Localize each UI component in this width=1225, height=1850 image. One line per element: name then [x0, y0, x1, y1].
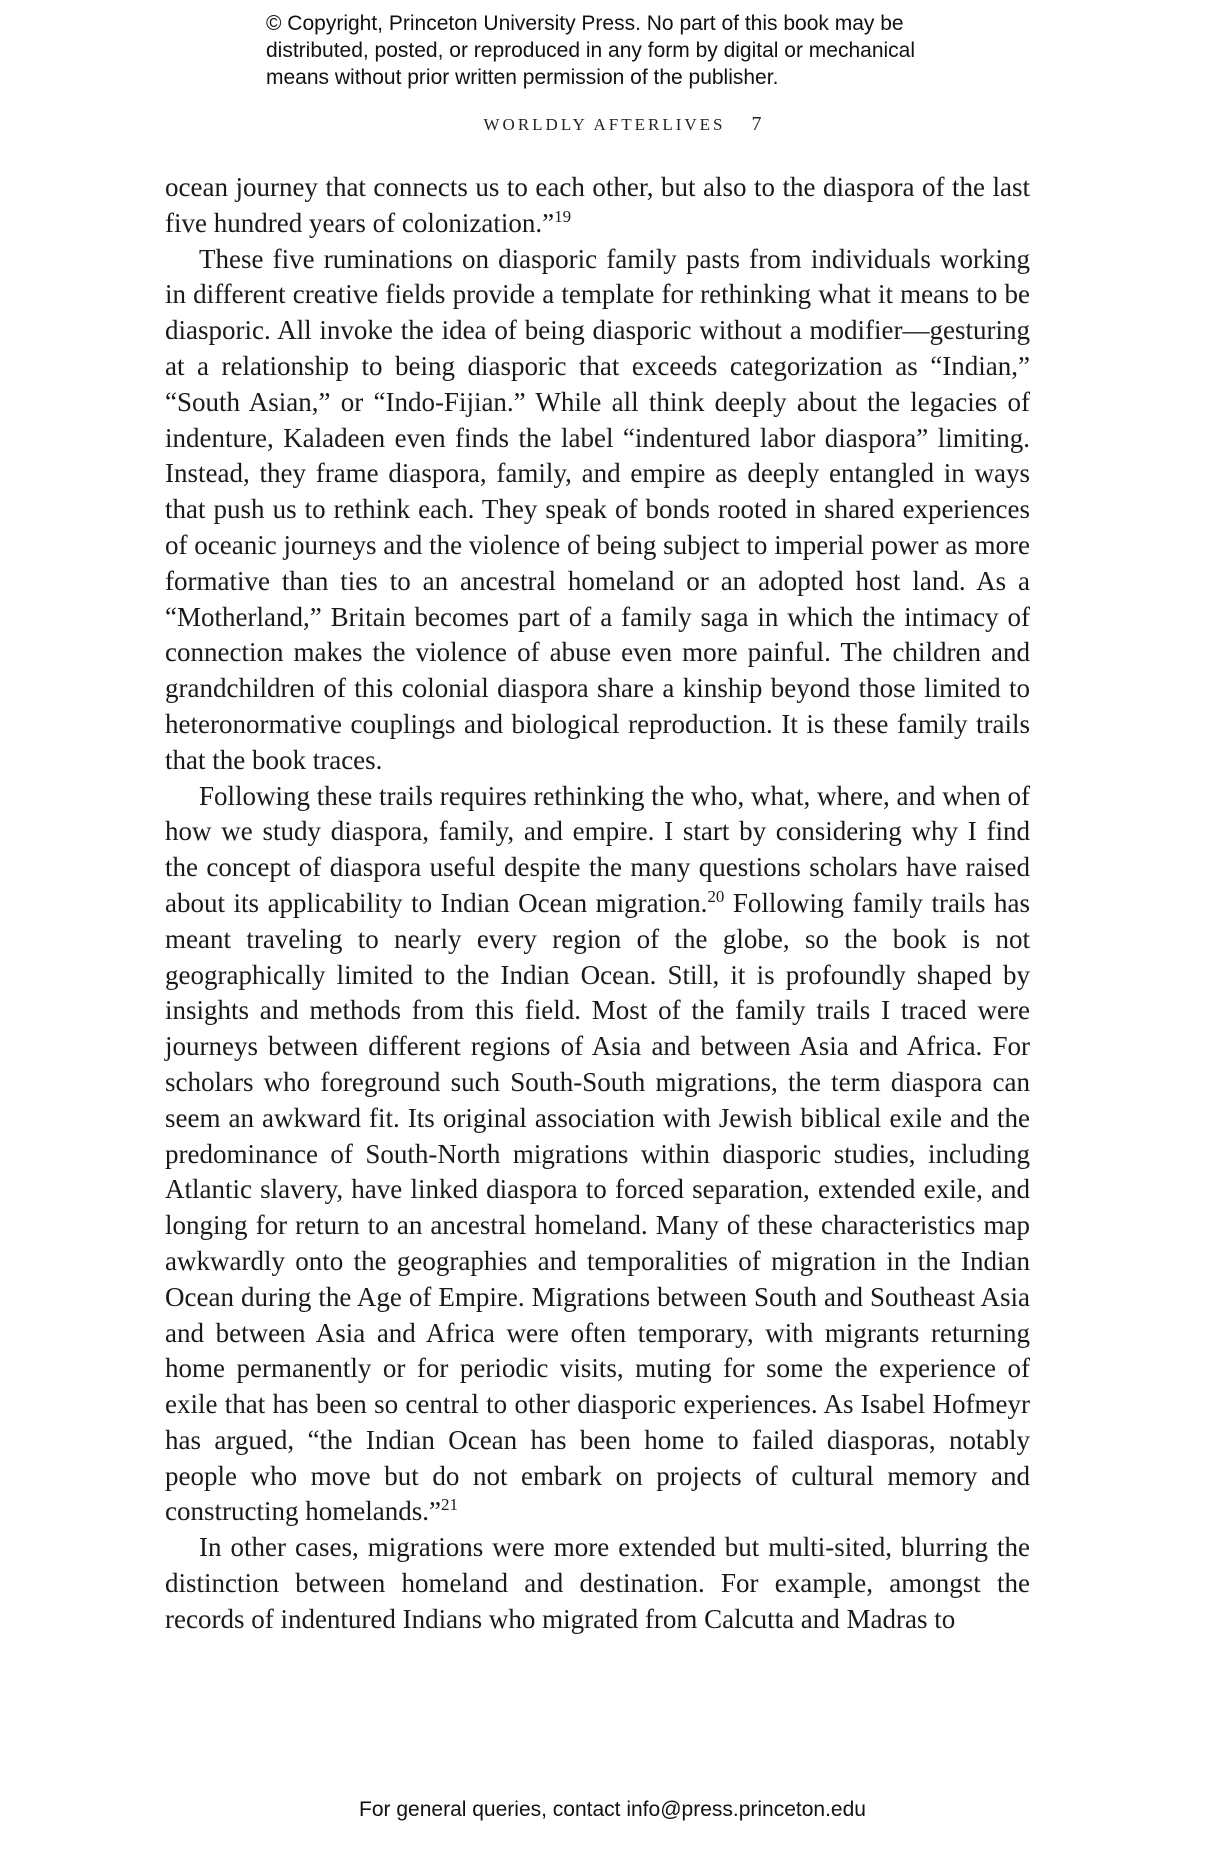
copyright-line-1: © Copyright, Princeton University Press. No part of this book may be: [266, 12, 904, 35]
paragraph-3: [165, 779, 1030, 1531]
paragraph-3-text-after: Following family trails has meant traveling to nearly every region of the globe, so the book is not geographically limited to the Indian Ocean. Still, it is profoundly shaped by insights and methods from this field. Most of the family trails I traced were journeys between different regions of Asia and between Asia and Africa. For scholars who foreground such South-South migrations, the term diaspora can seem an awkward fit. Its original association with Jewish biblical exile and the predominance of South-North migrations within diasporic studies, including Atlantic slavery, have linked diaspora to forced separation, extended exile, and longing for return to an ancestral homeland. Many of these characteristics map awkwardly onto the geographies and temporalities of migration in the Indian Ocean during the Age of Empire. Migrations between South and Southeast Asia and between Asia and Africa were often temporary, with migrants returning home permanently or for periodic visits, muting for some the experience of exile that has been so central to other diasporic experiences. As Isabel Hofmeyr has argued, “the Indian Ocean has been home to failed diasporas, notably people who move but do not embark on projects of cultural memory and constructing homelands.”: [165, 887, 1030, 1527]
footer-contact: For general queries, contact info@press.princeton.edu: [359, 1798, 866, 1821]
body-text: [165, 170, 1030, 1638]
footnote-ref-19[interactable]: 19: [554, 206, 572, 226]
paragraph-1: [165, 170, 1030, 242]
page-number: 7: [751, 113, 762, 135]
paragraph-2-text: These five ruminations on diasporic family pasts from individuals working in different creative fields provide a template for rethinking what it means to be diasporic. All invoke the idea of being diasporic without a modifier—gesturing at a relationship to being diasporic that exceeds categorization as “Indian,” “South Asian,” or “Indo-Fijian.” While all think deeply about the legacies of indenture, Kaladeen even finds the label “indentured labor diaspora” limiting. Instead, they frame diaspora, family, and empire as deeply entangled in ways that push us to rethink each. They speak of bonds rooted in shared experiences of oceanic journeys and the violence of being subject to imperial power as more formative than ties to an ancestral homeland or an adopted host land. As a “Motherland,” Britain becomes part of a family saga in which the intimacy of connection makes the violence of abuse even more painful. The children and grandchildren of this colonial diaspora share a kinship beyond those limited to heteronormative couplings and biological reproduction. It is these family trails that the book traces.: [165, 243, 1030, 775]
paragraph-4-text: In other cases, migrations were more extended but multi-sited, blurring the distinction between homeland and destination. For example, amongst the records of indentured Indians who migrated from Calcutta and Madras to: [165, 1532, 1030, 1634]
running-head-title: WORLDLY AFTERLIVES: [483, 115, 726, 134]
copyright-line-3: means without prior written permission of the publisher.: [266, 66, 779, 89]
copyright-notice: [266, 10, 1026, 91]
footnote-ref-21[interactable]: 21: [440, 1495, 458, 1515]
copyright-line-2: distributed, posted, or reproduced in any form by digital or mechanical: [266, 39, 916, 62]
running-head: [0, 113, 1225, 136]
paragraph-4: [165, 1530, 1030, 1637]
footnote-ref-20[interactable]: 20: [707, 886, 725, 906]
paragraph-2: [165, 242, 1030, 779]
paragraph-1-text: ocean journey that connects us to each other, but also to the diaspora of the last five hundred years of colonization.”: [165, 172, 1030, 238]
paragraph-3-text-before: Following these trails requires rethinking the who, what, where, and when of how we study diaspora, family, and empire. I start by considering why I find the concept of diaspora useful despite the many questions scholars have raised about its applicability to Indian Ocean migration.: [165, 780, 1030, 918]
